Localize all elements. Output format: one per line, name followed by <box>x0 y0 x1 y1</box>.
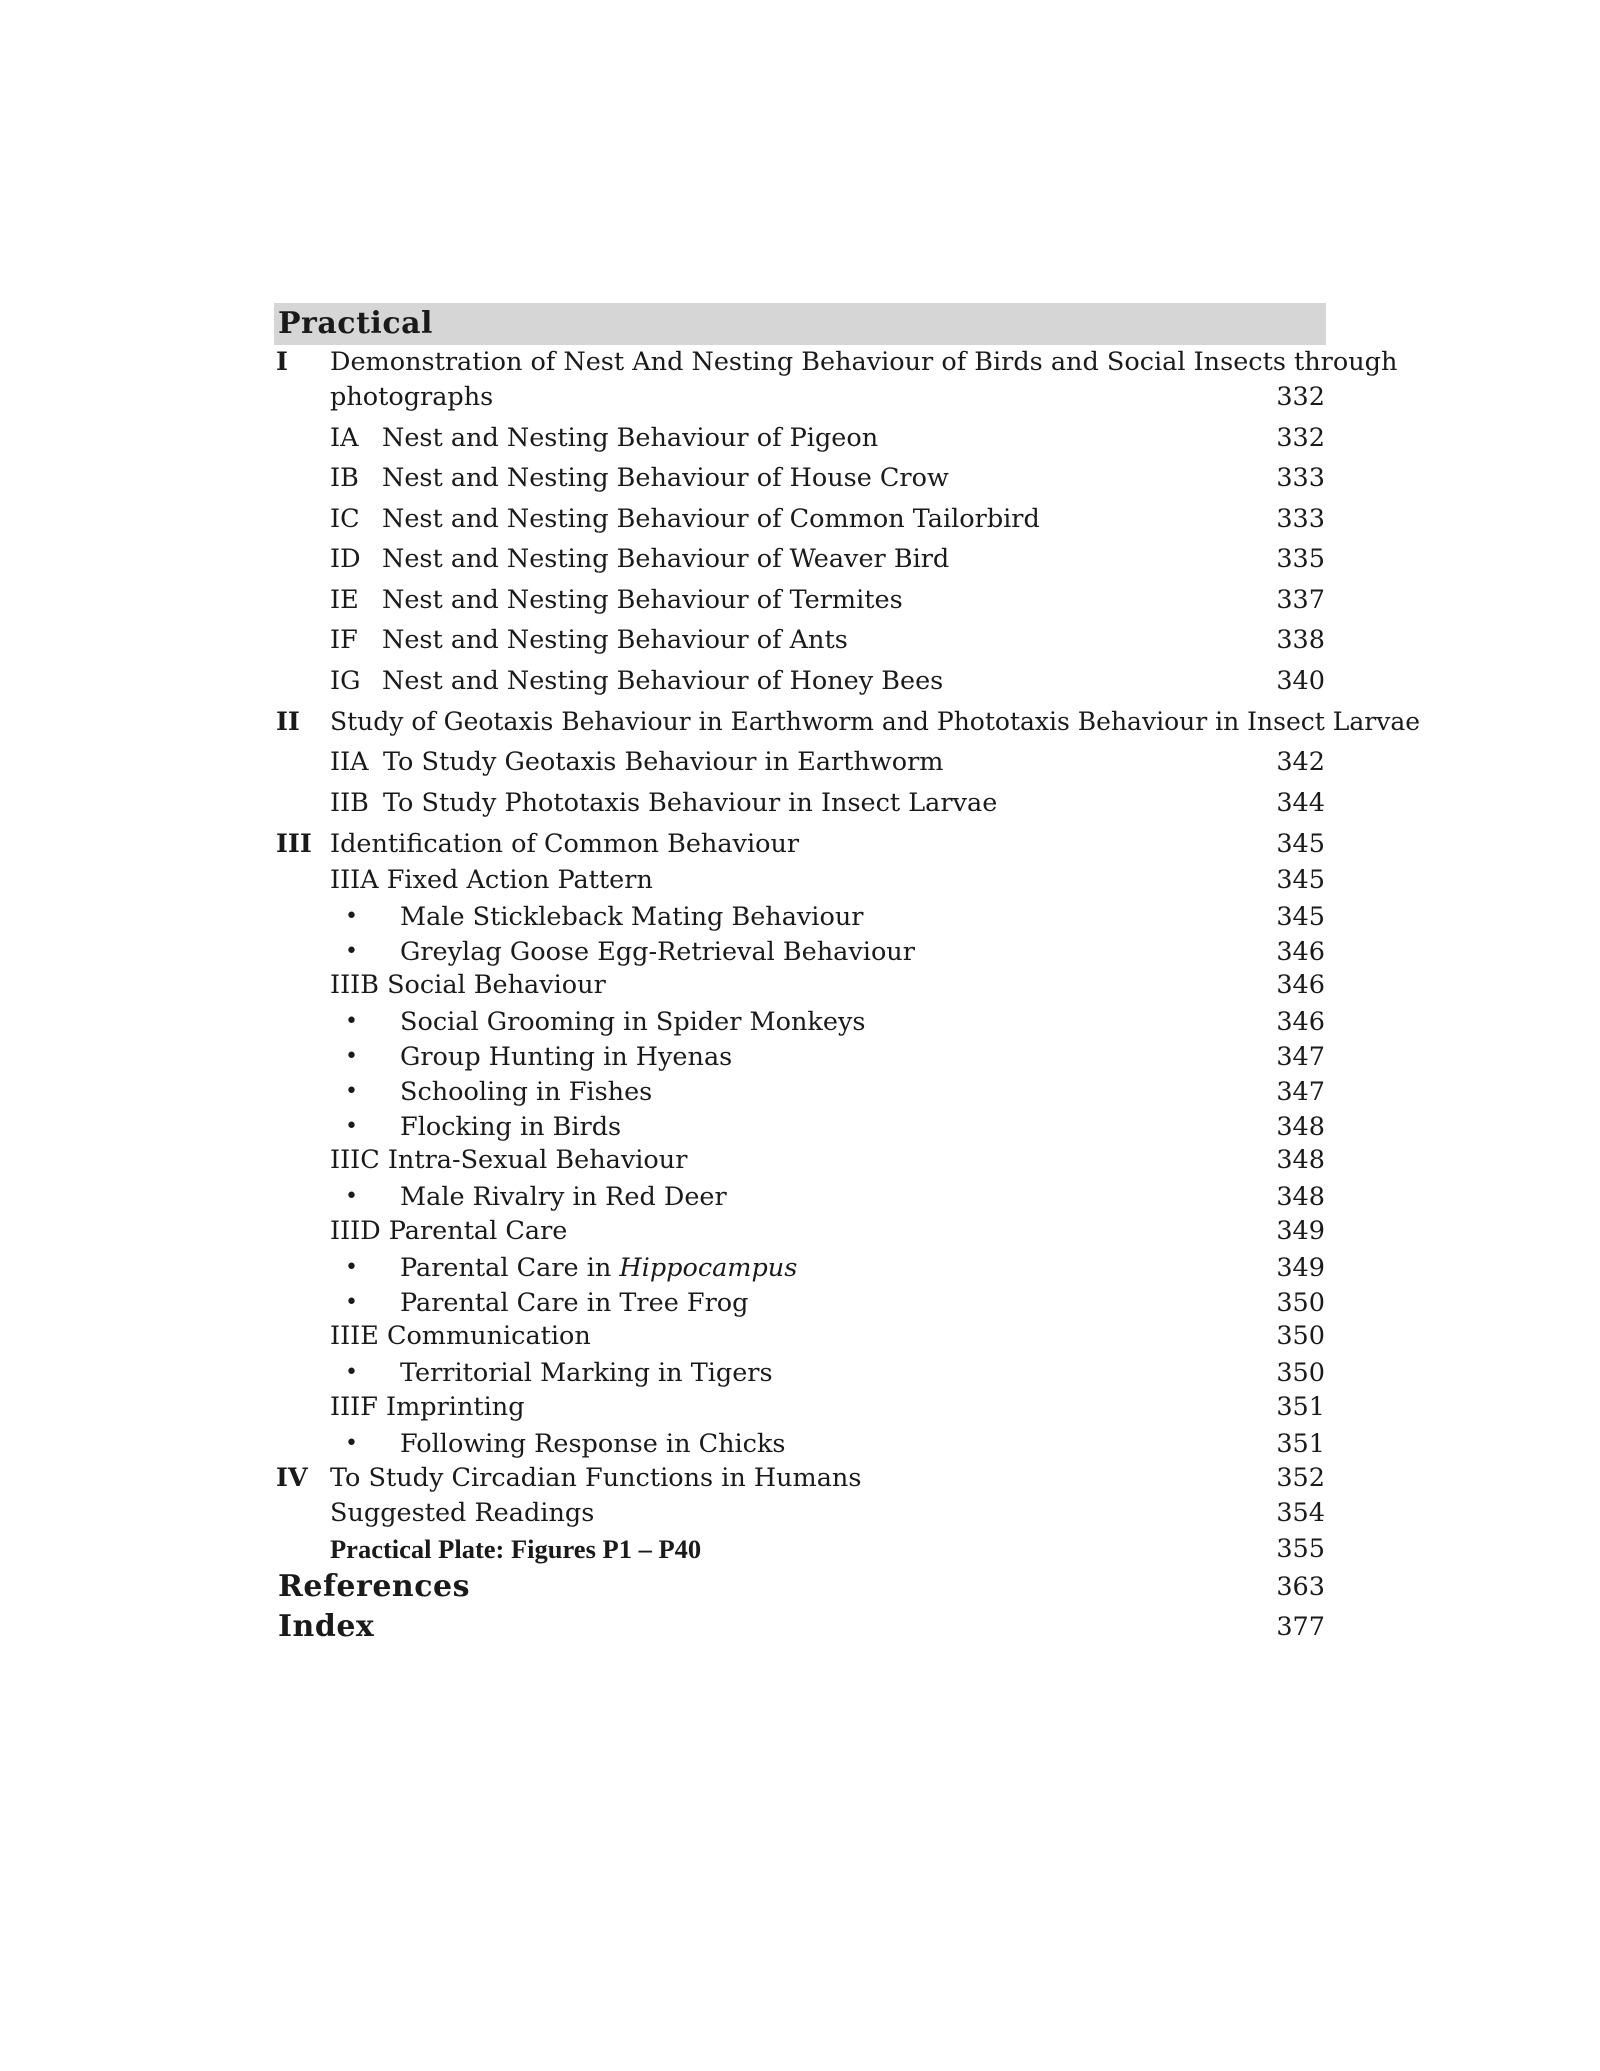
page-number: 345 <box>1276 829 1325 859</box>
subentry-code: IIB <box>330 788 369 818</box>
page-number: 351 <box>1276 1392 1325 1422</box>
page-number: 349 <box>1276 1253 1325 1283</box>
entry-number: III <box>276 829 312 859</box>
page-number: 335 <box>1276 544 1325 574</box>
subentry-title: Nest and Nesting Behaviour of Termites <box>382 585 903 615</box>
entry-title: To Study Circadian Functions in Humans <box>330 1463 862 1493</box>
page-number: 348 <box>1276 1145 1325 1175</box>
practical-plate: Practical Plate: Figures P1 – P40 <box>330 1534 702 1564</box>
page-number: 345 <box>1276 902 1325 932</box>
section-header-bar <box>274 303 1326 345</box>
page-number: 332 <box>1276 423 1325 453</box>
page-number: 347 <box>1276 1077 1325 1107</box>
subentry-code: IB <box>330 463 359 493</box>
bullet-item: Male Stickleback Mating Behaviour <box>400 902 864 932</box>
page-number: 348 <box>1276 1182 1325 1212</box>
page-number: 337 <box>1276 585 1325 615</box>
bullet-icon: • <box>345 1009 358 1034</box>
entry-title: Identification of Common Behaviour <box>330 829 800 859</box>
subentry-code: IIA <box>330 747 369 777</box>
bullet-item-text: Parental Care in <box>400 1253 620 1283</box>
bullet-icon: • <box>345 1431 358 1456</box>
page-number: 347 <box>1276 1042 1325 1072</box>
section-title: Practical <box>278 306 433 341</box>
entry-title: Study of Geotaxis Behaviour in Earthworm and Phototaxis Behaviour in Insect Larvae <box>330 707 1421 736</box>
subentry-title: To Study Phototaxis Behaviour in Insect Larvae <box>383 788 998 818</box>
subentry-title: Nest and Nesting Behaviour of Common Tailorbird <box>382 504 1040 534</box>
bullet-icon: • <box>345 1044 358 1069</box>
species-name-italic: Hippocampus <box>619 1253 798 1283</box>
subentry-title: Nest and Nesting Behaviour of Ants <box>382 625 848 655</box>
page-number: 332 <box>1276 382 1325 412</box>
bullet-item: Group Hunting in Hyenas <box>400 1042 733 1072</box>
subentry-title: Nest and Nesting Behaviour of House Crow <box>382 463 949 493</box>
page-number: 346 <box>1276 937 1325 967</box>
subentry-code: IG <box>330 666 361 696</box>
entry-number: II <box>276 707 300 737</box>
subentry-code: IC <box>330 504 360 534</box>
bullet-item <box>400 1252 797 1284</box>
entry-title-line2: photographs <box>330 382 494 412</box>
bullet-item: Territorial Marking in Tigers <box>400 1358 773 1388</box>
subentry-title: Nest and Nesting Behaviour of Weaver Bird <box>382 544 950 574</box>
bullet-item: Male Rivalry in Red Deer <box>400 1182 727 1212</box>
bullet-icon: • <box>345 904 358 929</box>
page-number: 348 <box>1276 1112 1325 1142</box>
page-number: 338 <box>1276 625 1325 655</box>
page-number: 349 <box>1276 1216 1325 1246</box>
page-number: 350 <box>1276 1358 1325 1388</box>
bullet-item: Social Grooming in Spider Monkeys <box>400 1007 866 1037</box>
bullet-icon: • <box>345 1184 358 1209</box>
page-number: 350 <box>1276 1321 1325 1351</box>
page-number: 344 <box>1276 788 1325 818</box>
bullet-item: Flocking in Birds <box>400 1112 622 1142</box>
bullet-icon: • <box>345 1360 358 1385</box>
page-number: 340 <box>1276 666 1325 696</box>
subentry-title: To Study Geotaxis Behaviour in Earthworm <box>383 747 944 777</box>
bullet-icon: • <box>345 1290 358 1315</box>
references-heading: References <box>278 1569 470 1604</box>
page-number: 346 <box>1276 1007 1325 1037</box>
bullet-item: Parental Care in Tree Frog <box>400 1288 749 1318</box>
bullet-item: Following Response in Chicks <box>400 1429 786 1459</box>
page-number: 351 <box>1276 1429 1325 1459</box>
page-number: 346 <box>1276 970 1325 1000</box>
group-heading: IIIF Imprinting <box>330 1392 525 1422</box>
bullet-item: Greylag Goose Egg-Retrieval Behaviour <box>400 937 915 967</box>
index-heading: Index <box>278 1609 375 1644</box>
group-heading: IIIA Fixed Action Pattern <box>330 865 653 895</box>
subentry-code: IE <box>330 585 359 615</box>
bullet-item: Schooling in Fishes <box>400 1077 653 1107</box>
entry-number: I <box>276 347 288 377</box>
entry-title-line1: Demonstration of Nest And Nesting Behaviour of Birds and Social Insects through <box>330 347 1398 377</box>
page-number: 350 <box>1276 1288 1325 1318</box>
page-number: 342 <box>1276 747 1325 777</box>
page-number: 352 <box>1276 1463 1325 1493</box>
bullet-icon: • <box>345 1255 358 1280</box>
subentry-title: Nest and Nesting Behaviour of Honey Bees <box>382 666 944 696</box>
suggested-readings: Suggested Readings <box>330 1498 595 1528</box>
page-number: 345 <box>1276 865 1325 895</box>
page-number: 355 <box>1276 1534 1325 1564</box>
entry-number: IV <box>276 1463 308 1493</box>
page-number: 333 <box>1276 463 1325 493</box>
group-heading: IIIE Communication <box>330 1321 591 1351</box>
bullet-icon: • <box>345 1114 358 1139</box>
page-number: 333 <box>1276 504 1325 534</box>
group-heading: IIIC Intra-Sexual Behaviour <box>330 1145 688 1175</box>
group-heading: IIID Parental Care <box>330 1216 568 1246</box>
subentry-title: Nest and Nesting Behaviour of Pigeon <box>382 423 879 453</box>
subentry-code: ID <box>330 544 361 574</box>
page-number: 354 <box>1276 1498 1325 1528</box>
page-number: 377 <box>1276 1612 1325 1642</box>
bullet-icon: • <box>345 939 358 964</box>
group-heading: IIIB Social Behaviour <box>330 970 606 1000</box>
page-number: 363 <box>1276 1572 1325 1602</box>
subentry-code: IA <box>330 423 359 453</box>
bullet-icon: • <box>345 1079 358 1104</box>
subentry-code: IF <box>330 625 358 655</box>
